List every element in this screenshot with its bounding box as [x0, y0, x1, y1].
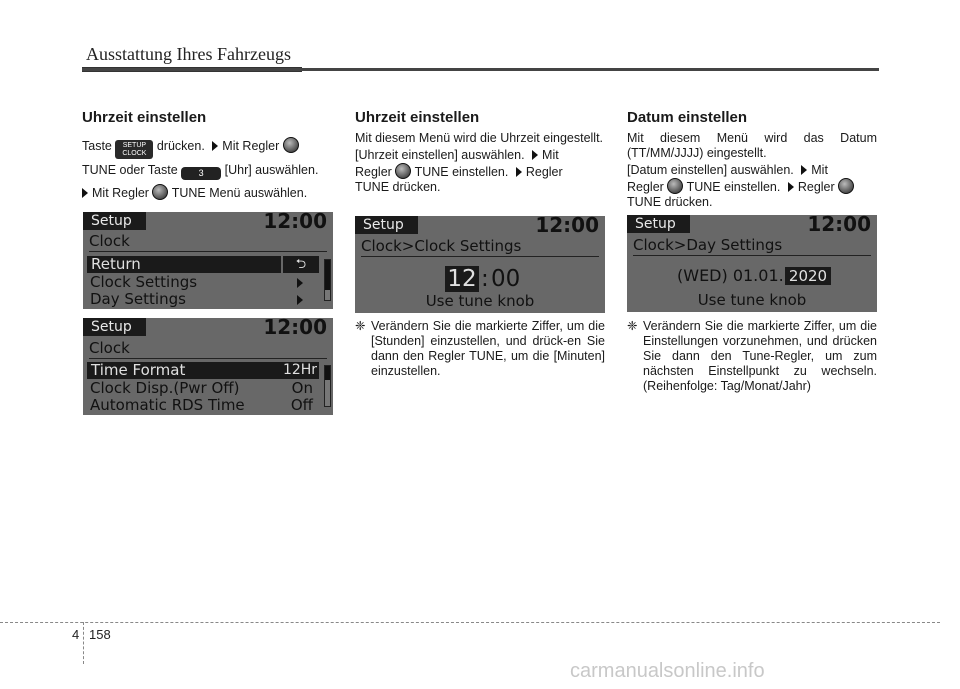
text: TUNE drücken. — [355, 180, 441, 194]
text: Regler — [355, 165, 392, 179]
time-colon: : — [481, 266, 489, 292]
instruction-line-2 — [82, 163, 332, 180]
chapter-number: 4 — [72, 627, 80, 642]
clock-label: CLOCK — [122, 150, 147, 157]
note-block — [355, 319, 605, 379]
setup-clock-button-icon — [115, 140, 153, 159]
hint-text: Use tune knob — [425, 292, 535, 310]
page-number: 158 — [89, 627, 111, 642]
menu-item-clock-settings: Clock Settings — [90, 273, 198, 291]
screen-divider — [361, 256, 599, 257]
screen-clock-time: 12:00 — [807, 215, 871, 236]
note-text: Verändern Sie die markierte Ziffer, um die Einstellungen vorzunehmen, und drücken Sie dann den Tune-Regler, um zum nächsten Einstellpunkt zu wechseln. (Reihenfolge: Tag/Monat/Jahr) — [643, 319, 877, 393]
option-automatic-rds-time: Automatic RDS Time — [90, 396, 245, 414]
arrow-right-icon — [788, 182, 794, 192]
watermark: carmanualsonline.info — [570, 660, 765, 682]
screen-setup-label: Setup — [83, 318, 146, 336]
screen-setup-label: Setup — [83, 212, 146, 230]
footer-divider — [83, 622, 84, 664]
scroll-thumb — [325, 260, 330, 290]
arrow-right-icon — [212, 141, 218, 151]
option-value-rds: Off — [290, 396, 313, 414]
paragraph: Mit diesem Menü wird die Uhrzeit eingestellt. — [355, 131, 604, 145]
text: Mit — [811, 163, 828, 177]
screen-title: Clock>Clock Settings — [361, 237, 522, 255]
button-3-icon: 3 — [181, 167, 221, 180]
note-text: Verändern Sie die markierte Ziffer, um die [Stunden] einzustellen, und drück-en Sie dann den Regler TUNE, um die [Minuten] einzustellen. — [371, 319, 605, 378]
display-screen-day-settings — [627, 215, 877, 312]
menu-item-day-settings: Day Settings — [90, 290, 186, 308]
text: TUNE drücken. — [627, 195, 713, 209]
arrow-right-icon — [82, 188, 88, 198]
text: Regler — [525, 165, 563, 179]
screen-title: Clock>Day Settings — [633, 236, 783, 254]
column-3 — [627, 110, 877, 210]
screen-divider — [633, 255, 871, 256]
instruction-line-1 — [82, 137, 332, 159]
text: [Uhrzeit einstellen] auswählen. — [355, 148, 525, 162]
arrow-right-icon — [516, 167, 522, 177]
arrow-right-icon — [532, 150, 538, 160]
return-icon: ⮌ — [283, 256, 319, 273]
screen-setup-label: Setup — [627, 215, 690, 233]
header-rule — [82, 68, 879, 71]
display-screen-clock-menu — [83, 212, 333, 309]
setup-label: SETUP — [122, 142, 147, 149]
instruction-line-3 — [82, 184, 332, 201]
option-clock-disp: Clock Disp.(Pwr Off) — [90, 379, 240, 397]
screen-divider — [89, 251, 327, 252]
hint-text: Use tune knob — [697, 291, 807, 309]
date-value: (WED) 01.01. — [677, 266, 784, 285]
note-block — [627, 319, 877, 394]
text: Mit — [542, 148, 559, 162]
tune-knob-icon — [838, 178, 854, 194]
text: TUNE oder Taste — [82, 163, 178, 177]
note-symbol: ❈ — [355, 319, 366, 333]
column-2 — [355, 110, 605, 195]
instruction-paragraph — [627, 163, 877, 210]
text: Taste — [82, 139, 112, 153]
text: Regler — [797, 180, 835, 194]
screen-title: Clock — [89, 232, 130, 250]
text: [Uhr] auswählen. — [224, 163, 319, 177]
text: drücken. — [156, 139, 205, 153]
footer-rule — [0, 622, 940, 623]
menu-item-return: Return — [87, 256, 281, 273]
note-symbol: ❈ — [627, 319, 638, 333]
text: TUNE Menü auswählen. — [171, 186, 308, 200]
text: Mit Regler — [92, 186, 149, 200]
paragraph: Mit diesem Menü wird das Datum (TT/MM/JJJJ) eingestellt. — [627, 131, 877, 160]
text: [Datum einstellen] auswählen. — [627, 163, 794, 177]
year-field-selected: 2020 — [785, 267, 831, 285]
text: TUNE einstellen. — [686, 180, 781, 194]
text: TUNE einstellen. — [414, 165, 509, 179]
screen-clock-time: 12:00 — [263, 212, 327, 233]
section-title: Uhrzeit einstellen — [355, 109, 480, 126]
screen-setup-label: Setup — [355, 216, 418, 234]
minute-field: 00 — [491, 266, 521, 292]
tune-knob-icon — [667, 178, 683, 194]
text: Mit Regler — [222, 139, 280, 153]
screen-clock-time: 12:00 — [535, 216, 599, 237]
screen-title: Clock — [89, 339, 130, 357]
option-time-format: Time Format — [87, 362, 281, 379]
option-value-time-format: 12Hr — [282, 362, 318, 378]
scrollbar — [324, 259, 331, 301]
tune-knob-icon — [152, 184, 168, 200]
scrollbar — [324, 365, 331, 407]
instruction-paragraph — [355, 148, 605, 195]
display-screen-clock-options — [83, 318, 333, 415]
section-title: Uhrzeit einstellen — [82, 109, 207, 126]
screen-clock-time: 12:00 — [263, 318, 327, 339]
page-header-title: Ausstattung Ihres Fahrzeugs — [86, 44, 291, 64]
section-title: Datum einstellen — [627, 109, 748, 126]
arrow-right-icon — [801, 165, 807, 175]
column-1 — [82, 110, 332, 201]
scroll-thumb — [325, 366, 330, 380]
text: Regler — [627, 180, 664, 194]
chevron-right-icon — [297, 278, 303, 288]
tune-knob-icon — [283, 137, 299, 153]
hour-field-selected: 12 — [445, 266, 479, 292]
display-screen-clock-settings — [355, 216, 605, 313]
option-value-clock-disp: On — [291, 379, 313, 397]
chevron-right-icon — [297, 295, 303, 305]
screen-divider — [89, 358, 327, 359]
tune-knob-icon — [395, 163, 411, 179]
